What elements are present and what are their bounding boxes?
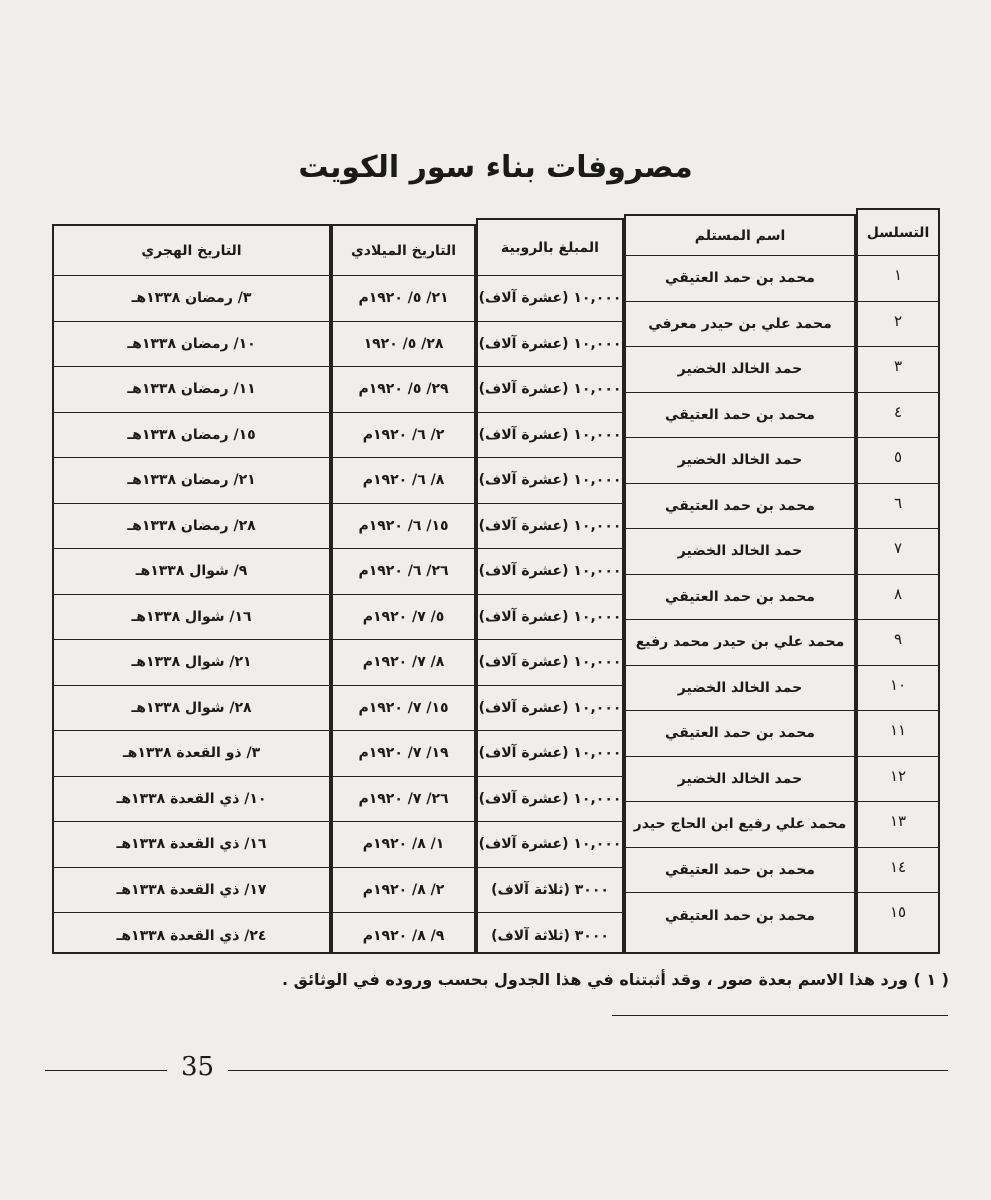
serial-cell: ١١ bbox=[858, 711, 938, 757]
serial-cell: ١ bbox=[858, 256, 938, 302]
gregorian-cell: ٢٦/ ٧/ ١٩٢٠م bbox=[333, 777, 474, 823]
gregorian-date-column bbox=[331, 224, 476, 954]
hijri-date-cells bbox=[54, 276, 329, 959]
amount-cell: ١٠,٠٠٠ (عشرة آلاف) bbox=[478, 822, 622, 868]
serial-cell: ١٠ bbox=[858, 666, 938, 712]
amount-cell: ١٠,٠٠٠ (عشرة آلاف) bbox=[478, 367, 622, 413]
hijri-cell: ٢٨/ شوال ١٣٣٨هـ bbox=[54, 686, 329, 732]
gregorian-cell: ٢١/ ٥/ ١٩٢٠م bbox=[333, 276, 474, 322]
gregorian-cell: ٢٨/ ٥/ ١٩٢٠ bbox=[333, 322, 474, 368]
gregorian-cell: ١٥/ ٧/ ١٩٢٠م bbox=[333, 686, 474, 732]
name-cell: محمد بن حمد العتيقي bbox=[626, 848, 854, 894]
hijri-cell: ١١/ رمضان ١٣٣٨هـ bbox=[54, 367, 329, 413]
page-rule-right bbox=[228, 1070, 948, 1071]
amount-cell: ٣٠٠٠ (ثلاثة آلاف) bbox=[491, 927, 609, 944]
amount-cell: ١٠,٠٠٠ (عشرة آلاف) bbox=[478, 686, 622, 732]
gregorian-cell: ١٥/ ٦/ ١٩٢٠م bbox=[333, 504, 474, 550]
footnote: ( ١ ) ورد هذا الاسم بعدة صور ، وقد أثبتناه في هذا الجدول بحسب وروده في الوثائق . bbox=[281, 970, 949, 989]
name-cell: محمد بن حمد العتيقي bbox=[626, 575, 854, 621]
name-cell: محمد بن حمد العتيقي bbox=[626, 484, 854, 530]
serial-cell: ١٥ bbox=[889, 903, 907, 921]
gregorian-cell: ٢٩/ ٥/ ١٩٢٠م bbox=[333, 367, 474, 413]
serial-cell: ٣ bbox=[858, 347, 938, 393]
amount-cell: ١٠,٠٠٠ (عشرة آلاف) bbox=[478, 413, 622, 459]
hijri-cell: ٣/ رمضان ١٣٣٨هـ bbox=[54, 276, 329, 322]
recipient-name-header: اسم المستلم bbox=[626, 216, 854, 256]
gregorian-cell: ٢/ ٨/ ١٩٢٠م bbox=[333, 868, 474, 914]
amount-cells bbox=[478, 276, 622, 959]
amount-cell: ١٠,٠٠٠ (عشرة آلاف) bbox=[478, 322, 622, 368]
serial-cell: ٥ bbox=[858, 438, 938, 484]
serial-cell: ٦ bbox=[858, 484, 938, 530]
serial-cell: ١٤ bbox=[858, 848, 938, 894]
hijri-cell: ١٠/ رمضان ١٣٣٨هـ bbox=[54, 322, 329, 368]
gregorian-cell: ١٩/ ٧/ ١٩٢٠م bbox=[333, 731, 474, 777]
name-cell: محمد بن حمد العتيقي bbox=[626, 256, 854, 302]
hijri-cell: ٣/ ذو القعدة ١٣٣٨هـ bbox=[54, 731, 329, 777]
gregorian-cell: ٨/ ٦/ ١٩٢٠م bbox=[333, 458, 474, 504]
hijri-date-header: التاريخ الهجري bbox=[54, 226, 329, 276]
amount-cell: ١٠,٠٠٠ (عشرة آلاف) bbox=[478, 276, 622, 322]
serial-cells bbox=[858, 256, 938, 939]
serial-cell: ١٣ bbox=[858, 802, 938, 848]
page-rule-left bbox=[45, 1070, 167, 1071]
name-cell: محمد بن حمد العتيقي bbox=[626, 393, 854, 439]
name-cell: حمد الخالد الخضير bbox=[626, 666, 854, 712]
hijri-cell: ١٠/ ذي القعدة ١٣٣٨هـ bbox=[54, 777, 329, 823]
amount-cell: ١٠,٠٠٠ (عشرة آلاف) bbox=[478, 731, 622, 777]
gregorian-date-cells bbox=[333, 276, 474, 959]
hijri-cell: ٢١/ رمضان ١٣٣٨هـ bbox=[54, 458, 329, 504]
serial-column bbox=[856, 208, 940, 954]
name-cell: حمد الخالد الخضير bbox=[626, 347, 854, 393]
serial-cell: ٩ bbox=[858, 620, 938, 666]
amount-cell: ٣٠٠٠ (ثلاثة آلاف) bbox=[478, 868, 622, 914]
name-cell: محمد علي بن حيدر معرفي bbox=[626, 302, 854, 348]
gregorian-cell: ٢/ ٦/ ١٩٢٠م bbox=[333, 413, 474, 459]
footnote-rule bbox=[612, 1015, 948, 1016]
amount-cell: ١٠,٠٠٠ (عشرة آلاف) bbox=[478, 777, 622, 823]
name-cell: حمد الخالد الخضير bbox=[626, 529, 854, 575]
recipient-name-cells bbox=[626, 256, 854, 939]
gregorian-cell: ٨/ ٧/ ١٩٢٠م bbox=[333, 640, 474, 686]
page-number: 35 bbox=[180, 1052, 215, 1082]
hijri-cell: ٢١/ شوال ١٣٣٨هـ bbox=[54, 640, 329, 686]
hijri-cell: ٢٨/ رمضان ١٣٣٨هـ bbox=[54, 504, 329, 550]
hijri-cell: ١٥/ رمضان ١٣٣٨هـ bbox=[54, 413, 329, 459]
gregorian-cell: ١/ ٨/ ١٩٢٠م bbox=[333, 822, 474, 868]
gregorian-cell: ٢٦/ ٦/ ١٩٢٠م bbox=[333, 549, 474, 595]
serial-header: التسلسل bbox=[858, 210, 938, 256]
hijri-cell: ٩/ شوال ١٣٣٨هـ bbox=[54, 549, 329, 595]
amount-cell: ١٠,٠٠٠ (عشرة آلاف) bbox=[478, 595, 622, 641]
serial-cell: ١٢ bbox=[858, 757, 938, 803]
hijri-cell: ١٦/ ذي القعدة ١٣٣٨هـ bbox=[54, 822, 329, 868]
amount-cell: ١٠,٠٠٠ (عشرة آلاف) bbox=[478, 504, 622, 550]
name-cell: محمد علي رفيع ابن الحاج حيدر bbox=[626, 802, 854, 848]
page-title: مصروفات بناء سور الكويت bbox=[298, 150, 693, 185]
recipient-name-column bbox=[624, 214, 856, 954]
hijri-cell: ٢٤/ ذي القعدة ١٣٣٨هـ bbox=[116, 927, 267, 944]
hijri-cell: ١٦/ شوال ١٣٣٨هـ bbox=[54, 595, 329, 641]
name-cell: محمد بن حمد العتيقي bbox=[665, 907, 815, 924]
serial-cell: ٧ bbox=[858, 529, 938, 575]
hijri-cell: ١٧/ ذي القعدة ١٣٣٨هـ bbox=[54, 868, 329, 914]
gregorian-date-header: التاريخ الميلادي bbox=[333, 226, 474, 276]
amount-cell: ١٠,٠٠٠ (عشرة آلاف) bbox=[478, 458, 622, 504]
name-cell: حمد الخالد الخضير bbox=[626, 757, 854, 803]
hijri-date-column bbox=[52, 224, 331, 954]
serial-cell: ٨ bbox=[858, 575, 938, 621]
name-cell: محمد علي بن حيدر محمد رفيع bbox=[626, 620, 854, 666]
name-cell: حمد الخالد الخضير bbox=[626, 438, 854, 484]
name-cell: محمد بن حمد العتيقي bbox=[626, 711, 854, 757]
amount-cell: ١٠,٠٠٠ (عشرة آلاف) bbox=[478, 549, 622, 595]
amount-cell: ١٠,٠٠٠ (عشرة آلاف) bbox=[478, 640, 622, 686]
serial-cell: ٢ bbox=[858, 302, 938, 348]
amount-header: المبلغ بالروبية bbox=[478, 220, 622, 276]
serial-cell: ٤ bbox=[858, 393, 938, 439]
amount-column bbox=[476, 218, 624, 954]
gregorian-cell: ٥/ ٧/ ١٩٢٠م bbox=[333, 595, 474, 641]
gregorian-cell: ٩/ ٨/ ١٩٢٠م bbox=[362, 927, 445, 944]
